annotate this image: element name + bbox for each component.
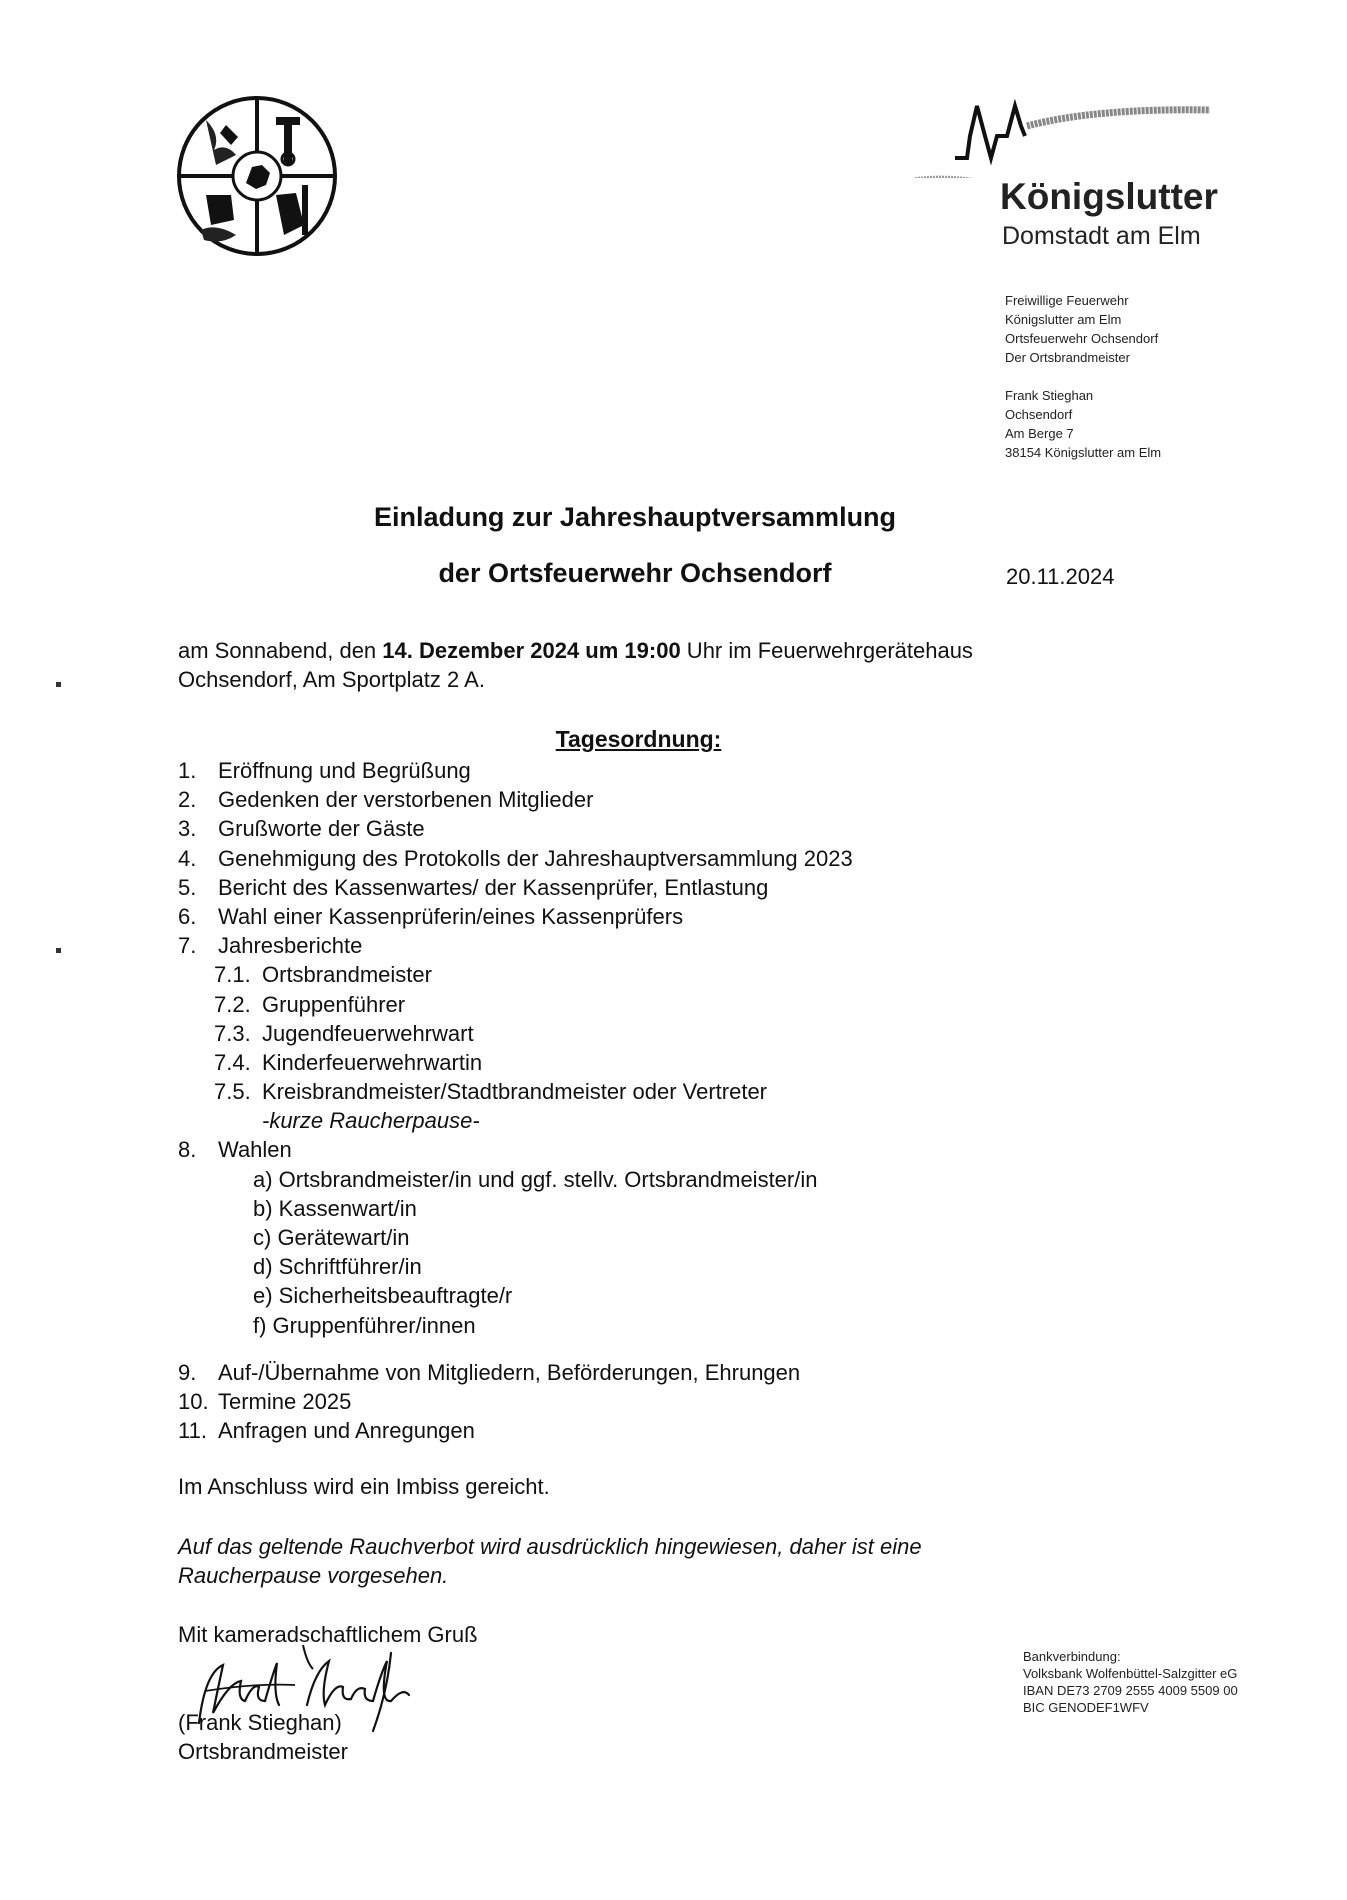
sender-block	[1005, 291, 1158, 367]
election-item: c) Gerätewart/in	[253, 1225, 410, 1250]
item-number: 7.5.	[214, 1079, 251, 1105]
agenda-heading: Tagesordnung:	[555, 726, 722, 752]
item-text: Jugendfeuerwehrwart	[262, 1020, 474, 1046]
item-number: 7.1.	[214, 962, 251, 988]
list-item	[178, 931, 1098, 960]
item-number: 5.	[178, 874, 197, 900]
item-number: 7.4.	[214, 1049, 251, 1075]
list-item	[178, 1387, 1098, 1416]
sub-item	[178, 1077, 1098, 1106]
item-text: Gruppenführer	[262, 991, 406, 1017]
document-date: 20.11.2024	[1006, 564, 1115, 589]
smoking-note-line: Auf das geltende Rauchverbot wird ausdrücklich hingewiesen, daher ist eine	[178, 1534, 922, 1559]
item-text: Kreisbrandmeister/Stadtbrandmeister oder Vertreter	[262, 1079, 768, 1105]
item-number: 10.	[178, 1388, 209, 1414]
intro-line-2: Ochsendorf, Am Sportplatz 2 A.	[178, 667, 485, 692]
item-number: 4.	[178, 845, 197, 871]
sender-line: Königslutter am Elm	[1005, 312, 1122, 327]
sender-line: Freiwillige Feuerwehr	[1005, 293, 1129, 308]
item-number: 7.	[178, 933, 197, 959]
snack-note: Im Anschluss wird ein Imbiss gereicht.	[178, 1474, 550, 1499]
list-item	[178, 873, 1098, 902]
bank-line: BIC GENODEF1WFV	[1023, 1700, 1149, 1715]
item-number: 1.	[178, 758, 197, 783]
sub-item	[178, 1048, 1098, 1077]
list-item	[178, 756, 1098, 785]
sender-line: Ortsfeuerwehr Ochsendorf	[1005, 331, 1159, 346]
list-item	[178, 1135, 1098, 1164]
item-text: Wahlen	[218, 1137, 292, 1163]
election-item: a) Ortsbrandmeister/in und ggf. stellv. Ortsbrandmeister/in	[253, 1166, 818, 1192]
list-item	[178, 844, 1098, 873]
item-number: 7.2.	[214, 991, 251, 1017]
item-text: Genehmigung des Protokolls der Jahreshauptversammlung 2023	[218, 845, 853, 871]
document-subtitle: der Ortsfeuerwehr Ochsendorf	[438, 558, 832, 588]
koenigslutter-skyline-logo-icon	[915, 96, 1215, 178]
address-line: Ochsendorf	[1005, 407, 1073, 422]
intro-text-b: Uhr im Feuerwehrgerätehaus	[680, 638, 973, 663]
sender-line: Der Ortsbrandmeister	[1005, 350, 1130, 365]
sub-item	[178, 990, 1098, 1019]
document-title: Einladung zur Jahreshauptversammlung	[373, 502, 897, 532]
break-note: -kurze Raucherpause-	[262, 1108, 480, 1134]
item-number: 7.3.	[214, 1020, 251, 1046]
signer-name: (Frank Stieghan)	[178, 1710, 342, 1735]
list-item	[178, 1416, 1098, 1445]
smoking-note-line: Raucherpause vorgesehen.	[178, 1563, 449, 1588]
bank-line: Volksbank Wolfenbüttel-Salzgitter eG	[1023, 1666, 1238, 1681]
fire-brigade-emblem-icon	[176, 95, 338, 257]
agenda-list	[178, 756, 1098, 1445]
item-number: 9.	[178, 1359, 197, 1385]
item-number: 3.	[178, 816, 197, 842]
election-item: e) Sicherheitsbeauftragte/r	[253, 1283, 513, 1309]
item-number: 8.	[178, 1137, 197, 1163]
item-text: Gedenken der verstorbenen Mitglieder	[218, 787, 594, 813]
list-item	[178, 902, 1098, 931]
item-number: 11.	[178, 1418, 207, 1444]
item-text: Wahl einer Kassenprüferin/eines Kassenprüfers	[218, 903, 684, 929]
sub-item	[178, 1019, 1098, 1048]
smoking-note	[178, 1532, 922, 1590]
item-text: Auf-/Übernahme von Mitgliedern, Beförderungen, Ehrungen	[218, 1359, 801, 1385]
address-line: Frank Stieghan	[1005, 388, 1094, 403]
signer-role: Ortsbrandmeister	[178, 1739, 348, 1764]
item-text: Bericht des Kassenwartes/ der Kassenprüfer, Entlastung	[218, 874, 769, 900]
greeting: Mit kameradschaftlichem Gruß	[178, 1622, 478, 1647]
bank-line: Bankverbindung:	[1023, 1649, 1121, 1664]
intro-text-a: am Sonnabend, den	[178, 638, 383, 663]
address-block	[1005, 386, 1161, 462]
item-text: Kinderfeuerwehrwartin	[262, 1049, 483, 1075]
item-text: Grußworte der Gäste	[218, 816, 425, 842]
address-line: 38154 Königslutter am Elm	[1005, 445, 1162, 460]
election-item: d) Schriftführer/in	[253, 1254, 422, 1280]
city-subtitle: Domstadt am Elm	[1002, 222, 1201, 250]
item-number: 2.	[178, 787, 197, 813]
sub-item	[178, 960, 1098, 989]
list-item	[178, 785, 1098, 814]
item-text: Eröffnung und Begrüßung	[218, 758, 471, 783]
bank-line: IBAN DE73 2709 2555 4009 5509 00	[1023, 1683, 1238, 1698]
bank-details	[1023, 1648, 1238, 1716]
scan-mark	[56, 948, 61, 953]
list-item	[178, 814, 1098, 843]
item-number: 6.	[178, 903, 197, 929]
item-text: Termine 2025	[218, 1388, 352, 1414]
address-line: Am Berge 7	[1005, 426, 1074, 441]
election-item: b) Kassenwart/in	[253, 1195, 417, 1221]
election-item: f) Gruppenführer/innen	[253, 1312, 476, 1338]
list-item	[178, 1358, 1098, 1387]
city-name: Königslutter	[1000, 176, 1218, 217]
item-text: Ortsbrandmeister	[262, 962, 432, 988]
intro-paragraph	[178, 636, 1098, 694]
scan-mark	[56, 682, 61, 687]
item-text: Anfragen und Anregungen	[218, 1418, 475, 1444]
item-text: Jahresberichte	[218, 933, 363, 959]
intro-date-time: 14. Dezember 2024 um 19:00	[382, 638, 681, 663]
